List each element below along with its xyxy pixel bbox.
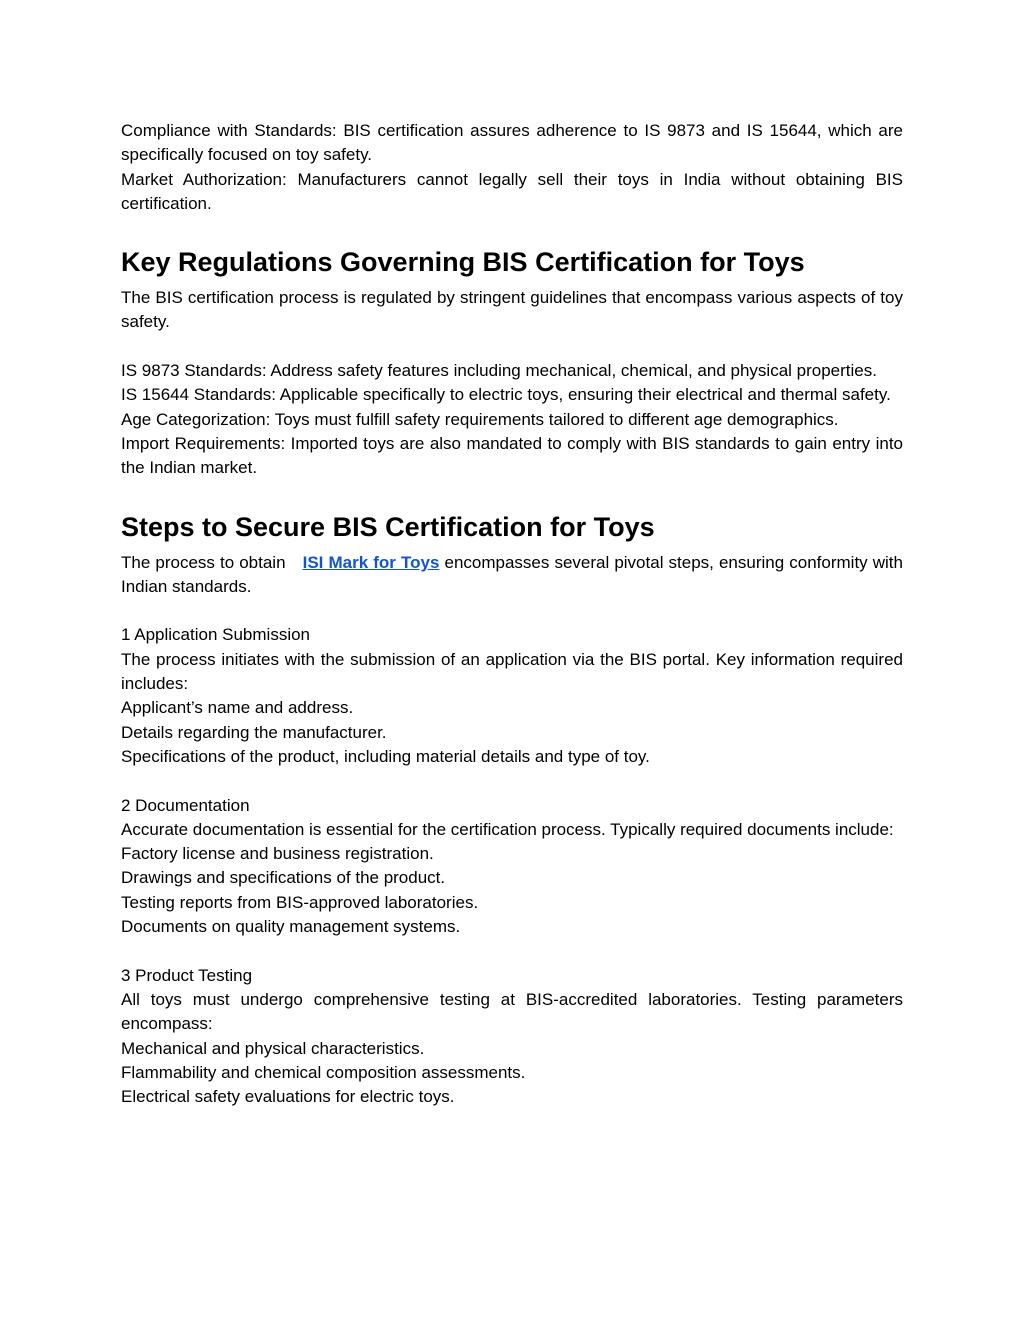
step-1-item: Applicant’s name and address.	[121, 698, 354, 718]
step-1-title: 1 Application Submission	[121, 625, 311, 645]
steps-lead-text-after: encompasses several pivotal steps, ensuring conformity with Indian standards.	[121, 552, 903, 596]
steps-heading: Steps to Secure BIS Certification for Toys	[121, 511, 655, 542]
steps-lead-text: The process to obtain	[121, 552, 286, 572]
step-2-item: Testing reports from BIS-approved laboratories.	[121, 892, 479, 912]
step-1-description: The process initiates with the submission of an application via the BIS portal. Key information required includes:	[121, 649, 903, 694]
step-3-item: Mechanical and physical characteristics.	[121, 1038, 425, 1058]
regulation-item: Import Requirements: Imported toys are also mandated to comply with BIS standards to gain entry into the Indian market.	[121, 433, 903, 478]
key-regulations-lead: The BIS certification process is regulated by stringent guidelines that encompass various aspects of toy safety.	[121, 288, 903, 332]
step-3-description: All toys must undergo comprehensive testing at BIS-accredited laboratories. Testing parameters encompass:	[121, 989, 903, 1034]
step-3-title: 3 Product Testing	[121, 965, 253, 985]
regulation-item: IS 9873 Standards: Address safety features including mechanical, chemical, and physical properties.	[121, 361, 877, 381]
step-2-item: Documents on quality management systems.	[121, 917, 461, 937]
intro-compliance-paragraph: Compliance with Standards: BIS certification assures adherence to IS 9873 and IS 15644, which are specifically focused on toy safety.	[121, 121, 903, 165]
step-3-item: Flammability and chemical composition assessments.	[121, 1062, 526, 1082]
step-2-item: Drawings and specifications of the product.	[121, 868, 446, 888]
step-2-item: Factory license and business registration.	[121, 844, 434, 864]
key-regulations-heading: Key Regulations Governing BIS Certification for Toys	[121, 247, 805, 278]
step-1-item: Details regarding the manufacturer.	[121, 722, 387, 742]
regulation-item: Age Categorization: Toys must fulfill safety requirements tailored to different age demographics.	[121, 409, 839, 429]
step-3-item: Electrical safety evaluations for electric toys.	[121, 1087, 455, 1107]
document-page	[121, 119, 903, 1109]
intro-market-paragraph: Market Authorization: Manufacturers cannot legally sell their toys in India without obtaining BIS certification.	[121, 169, 903, 213]
step-2-description: Accurate documentation is essential for the certification process. Typically required documents include:	[121, 819, 894, 839]
regulation-item: IS 15644 Standards: Applicable specifically to electric toys, ensuring their electrical and thermal safety.	[121, 385, 891, 405]
step-1-item: Specifications of the product, including material details and type of toy.	[121, 746, 650, 766]
steps-lead-paragraph	[121, 551, 903, 600]
step-2-title: 2 Documentation	[121, 795, 250, 815]
isi-mark-for-toys-link[interactable]: ISI Mark for Toys	[302, 552, 440, 572]
